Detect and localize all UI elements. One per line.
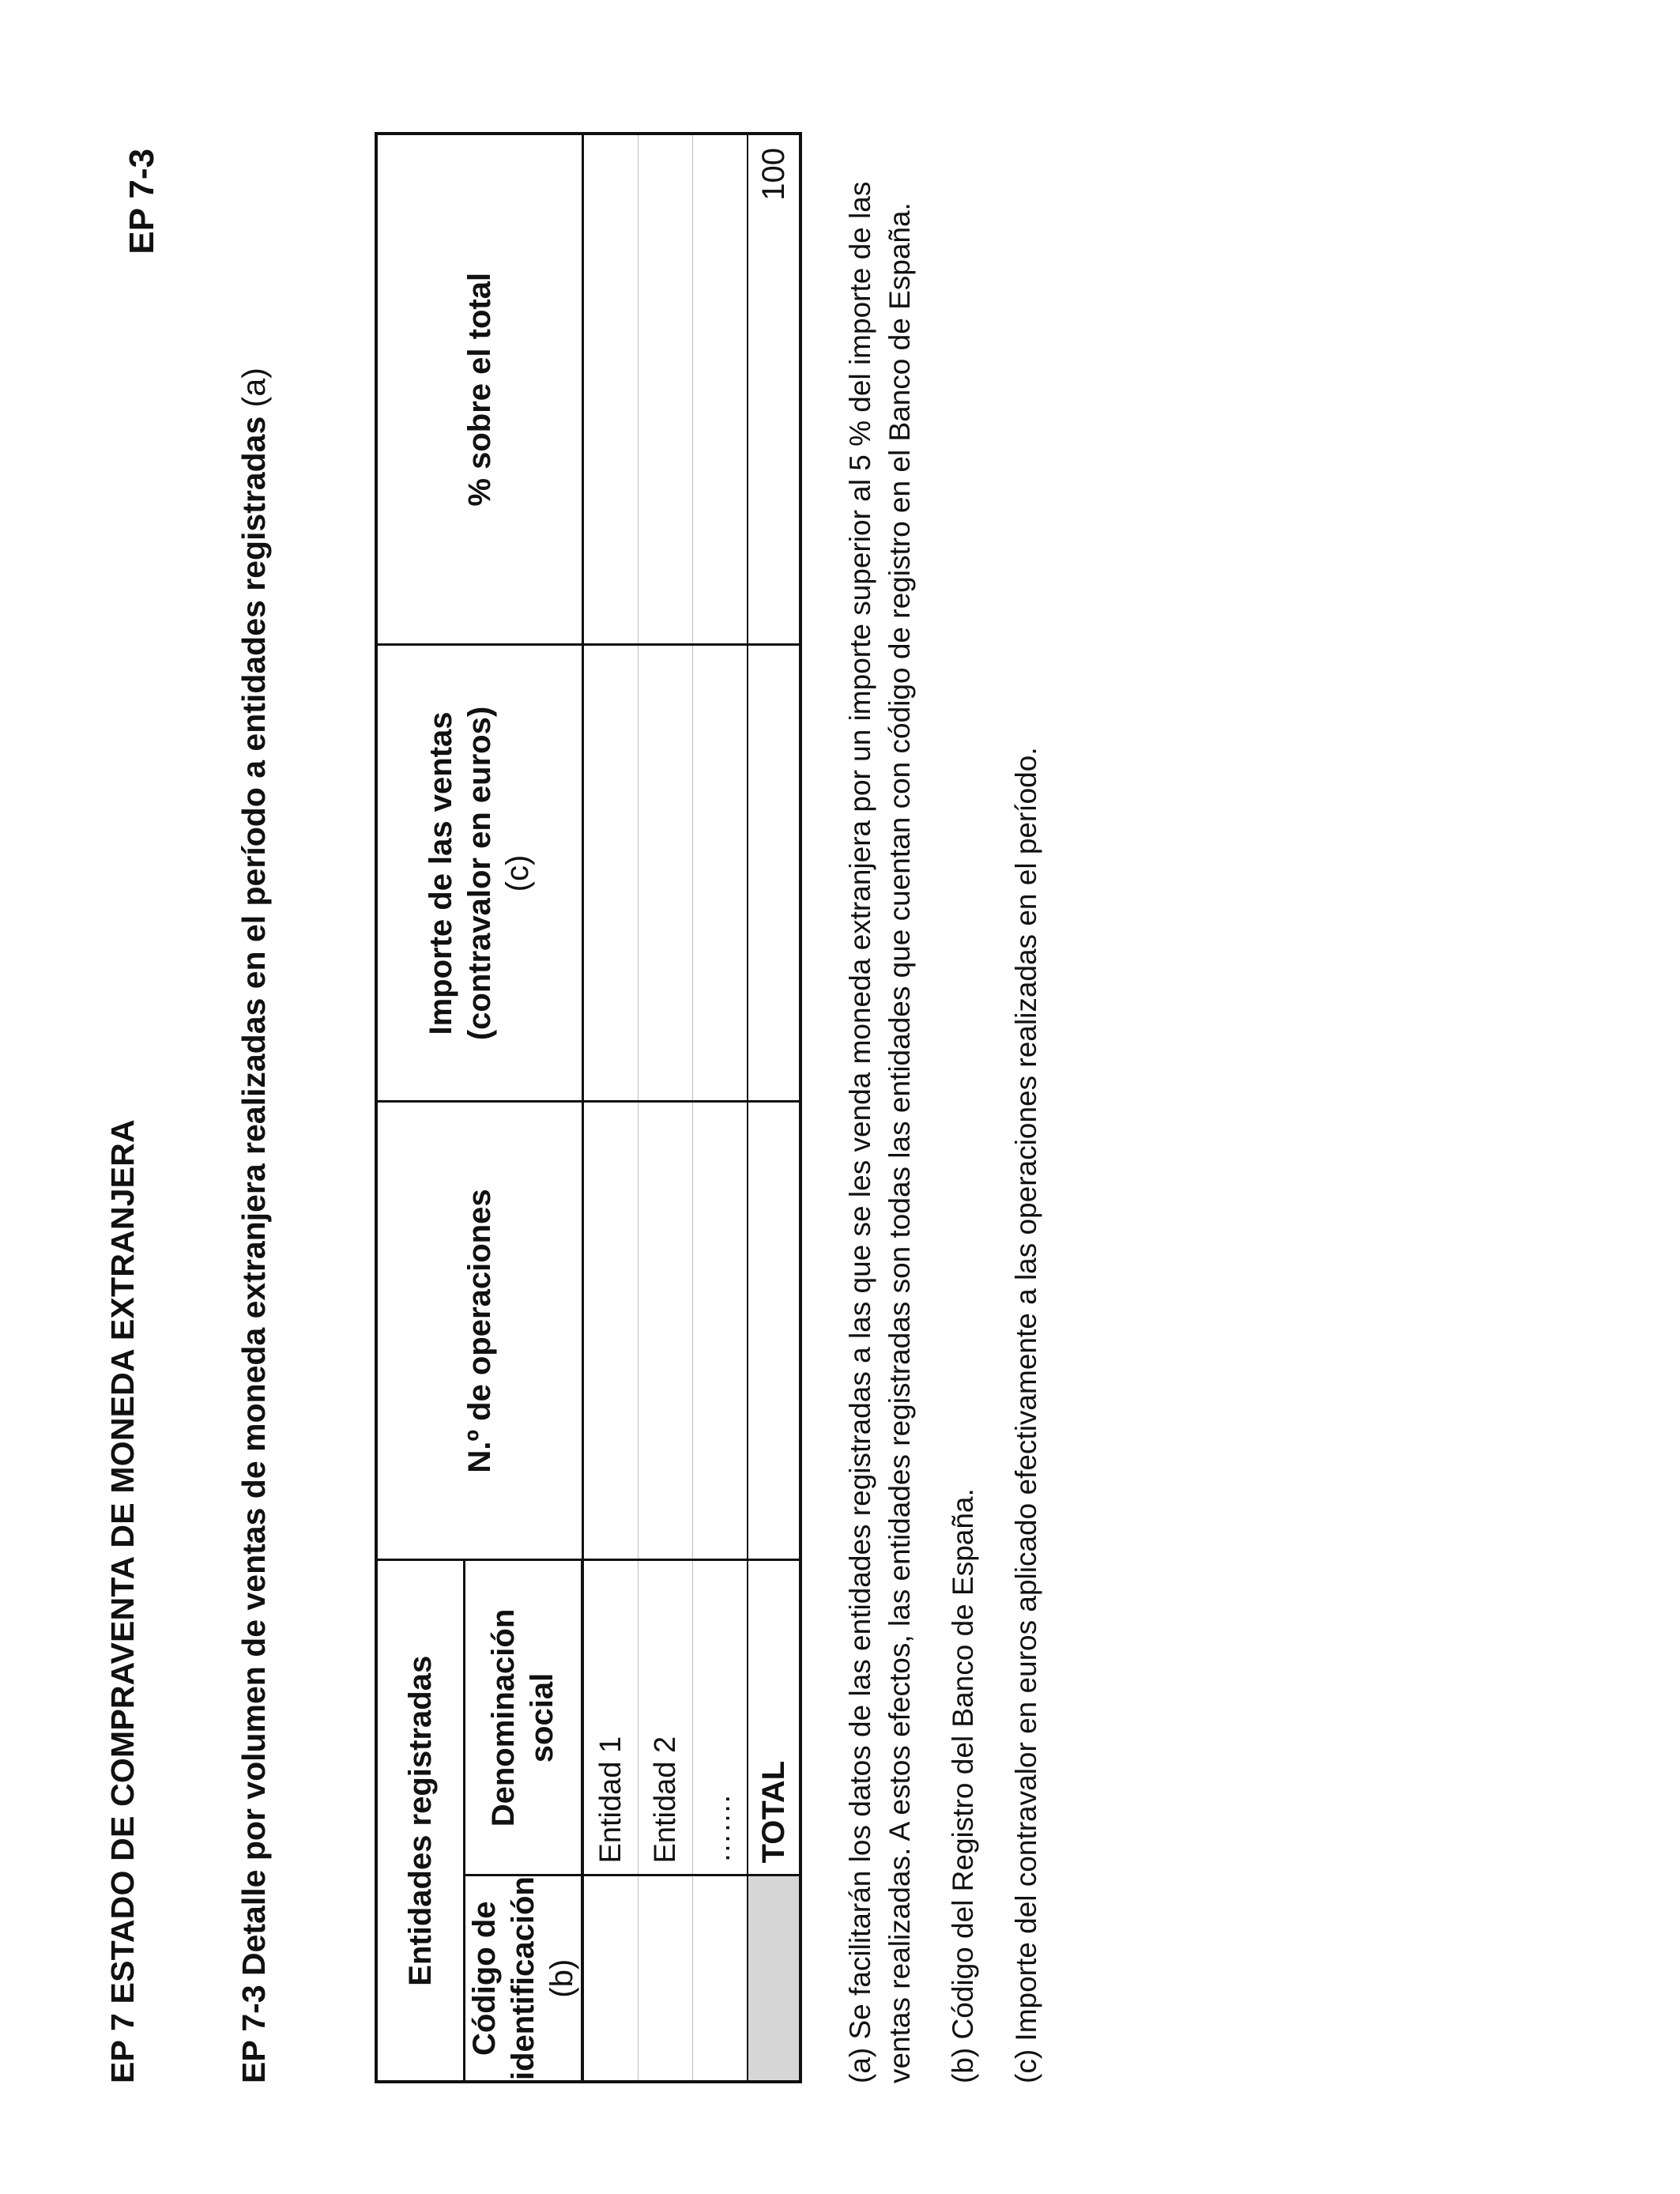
header-sales-amount [376, 645, 582, 1102]
table-row [582, 134, 638, 2082]
form-code: EP 7-3 [122, 149, 161, 254]
cell-percent [638, 134, 693, 645]
footnotes [841, 139, 1070, 2083]
cell-amount [638, 645, 693, 1102]
cell-total-amount [748, 645, 800, 1102]
cell-amount [582, 645, 638, 1102]
section-subtitle [235, 368, 273, 2083]
group-header-registered-entities: Entidades registradas [376, 1560, 465, 2082]
cell-percent [693, 134, 748, 645]
cell-id-code [582, 1875, 638, 2082]
cell-id-code [693, 1875, 748, 2082]
header-sales-amount-line1: Importe de las ventas [423, 711, 458, 1035]
footnote-c: (c) Importe del contravalor en euros aplicado efectivamente a las operaciones realizadas en el período. [1009, 747, 1042, 2083]
table-row [693, 134, 748, 2082]
header-sales-amount-note: (c) [500, 854, 536, 892]
footnote-a: (a) Se facilitarán los datos de las entidades registradas a las que se les venda moneda extranjera por un importe superior al 5 % del importe de las ventas realizadas. A estos efectos, las entidades registradas son todas las entidades que cuentan con código de registro en el Banco de España. [844, 181, 916, 2083]
header-operations: N.º de operaciones [376, 1102, 582, 1560]
subtitle-note: (a) [235, 368, 272, 408]
header-company-name: Denominación social [465, 1560, 583, 1875]
total-label: TOTAL [748, 1560, 800, 1875]
total-percent: 100 [748, 134, 800, 645]
cell-company-name: ……. [693, 1560, 748, 1875]
cell-id-code [638, 1875, 693, 2082]
header-sales-amount-line2: (contravalor en euros) [461, 706, 497, 1041]
cell-amount [693, 645, 748, 1102]
cell-operations [582, 1102, 638, 1560]
subtitle-text: EP 7-3 Detalle por volumen de ventas de moneda extranjera realizadas en el período a entidades registradas [235, 416, 272, 2083]
sales-detail-table [375, 132, 802, 2083]
cell-company-name: Entidad 1 [582, 1560, 638, 1875]
header-id-code [465, 1875, 583, 2082]
cell-total-operations [748, 1102, 800, 1560]
cell-total-id-shaded [748, 1875, 800, 2082]
page-title: EP 7 ESTADO DE COMPRAVENTA DE MONEDA EXTRANJERA [104, 1119, 141, 2083]
header-id-code-text: Código de identificación [467, 1876, 541, 2080]
cell-operations [638, 1102, 693, 1560]
table-row [638, 134, 693, 2082]
header-percent-total: % sobre el total [376, 134, 582, 645]
header-id-code-note: (b) [544, 1958, 579, 1998]
footnote-b: (b) Código del Registro del Banco de España. [946, 1488, 979, 2083]
cell-company-name: Entidad 2 [638, 1560, 693, 1875]
cell-operations [693, 1102, 748, 1560]
total-row [748, 134, 800, 2082]
cell-percent [582, 134, 638, 645]
